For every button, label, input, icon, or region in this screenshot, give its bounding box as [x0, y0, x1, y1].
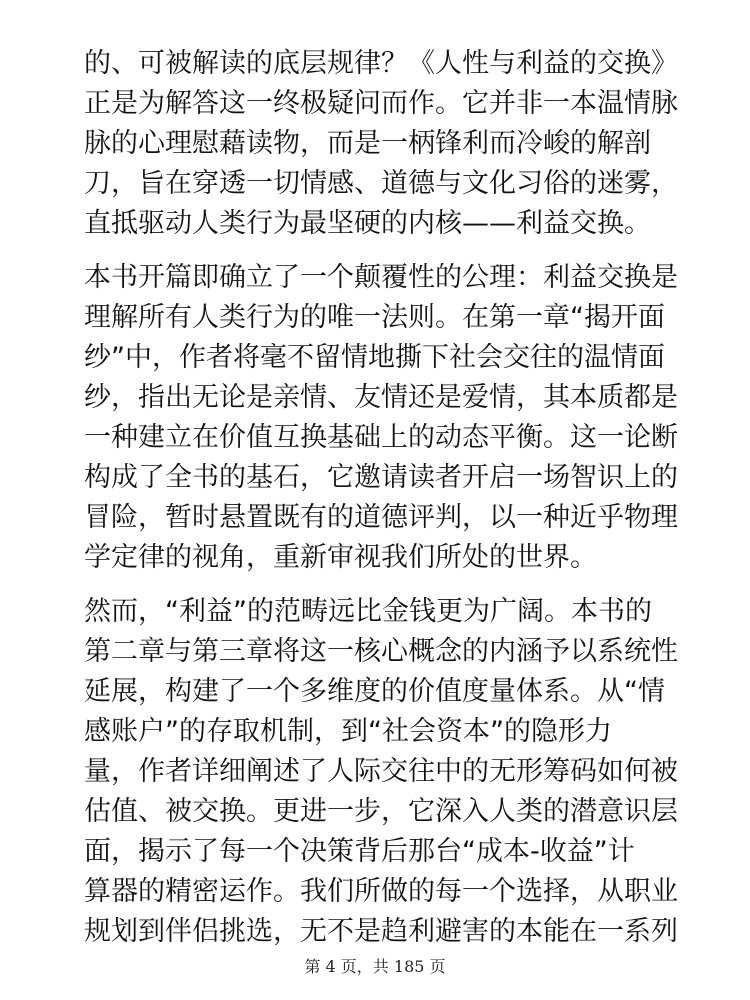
- text-line: 量，作者详细阐述了人际交往中的无形筹码如何被: [84, 756, 678, 787]
- text-line: 算器的精密运作。我们所做的每一个选择，从职业: [84, 876, 678, 907]
- text-line: 感账户”的存取机制，到“社会资本”的隐形力: [84, 716, 612, 747]
- text-line: 第二章与第三章将这一核心概念的内涵予以系统性: [84, 636, 678, 667]
- text-line: 然而，“利益”的范畴远比金钱更为广阔。本书的: [84, 596, 652, 627]
- text-line: 冒险，暂时悬置既有的道德评判，以一种近乎物理: [84, 502, 678, 533]
- text-line: 面，揭示了每一个决策背后那台“成本-收益”计: [84, 836, 635, 867]
- body-text: [84, 44, 684, 966]
- text-line: 规划到伴侣挑选，无不是趋利避害的本能在一系列: [84, 916, 678, 947]
- text-line: 构成了全书的基石，它邀请读者开启一场智识上的: [84, 462, 678, 493]
- text-line: 直抵驱动人类行为最坚硬的内核——利益交换。: [84, 208, 651, 239]
- page-number-footer: 第 4 页，共 185 页: [304, 957, 446, 976]
- text-line: 一种建立在价值互换基础上的动态平衡。这一论断: [84, 422, 678, 453]
- text-line: 估值、被交换。更进一步，它深入人类的潜意识层: [84, 796, 678, 827]
- text-line: 学定律的视角，重新审视我们所处的世界。: [84, 542, 597, 573]
- paragraph-1: [84, 44, 684, 244]
- text-line: 延展，构建了一个多维度的价值度量体系。从“情: [84, 676, 665, 707]
- text-line: 正是为解答这一终极疑问而作。它并非一本温情脉: [84, 88, 678, 119]
- text-line: 脉的心理慰藉读物，而是一柄锋利而冷峻的解剖: [84, 128, 651, 159]
- text-line: 本书开篇即确立了一个颠覆性的公理：利益交换是: [84, 262, 678, 293]
- paragraph-2: [84, 258, 684, 578]
- text-line: 理解所有人类行为的唯一法则。在第一章“揭开面: [84, 302, 665, 333]
- text-line: 纱”中，作者将毫不留情地撕下社会交往的温情面: [84, 342, 665, 373]
- text-line: 刀，旨在穿透一切情感、道德与文化习俗的迷雾，: [84, 168, 678, 199]
- text-line: 纱，指出无论是亲情、友情还是爱情，其本质都是: [84, 382, 678, 413]
- text-line: 的、可被解读的底层规律？《人性与利益的交换》: [84, 48, 678, 79]
- paragraph-3: [84, 592, 684, 952]
